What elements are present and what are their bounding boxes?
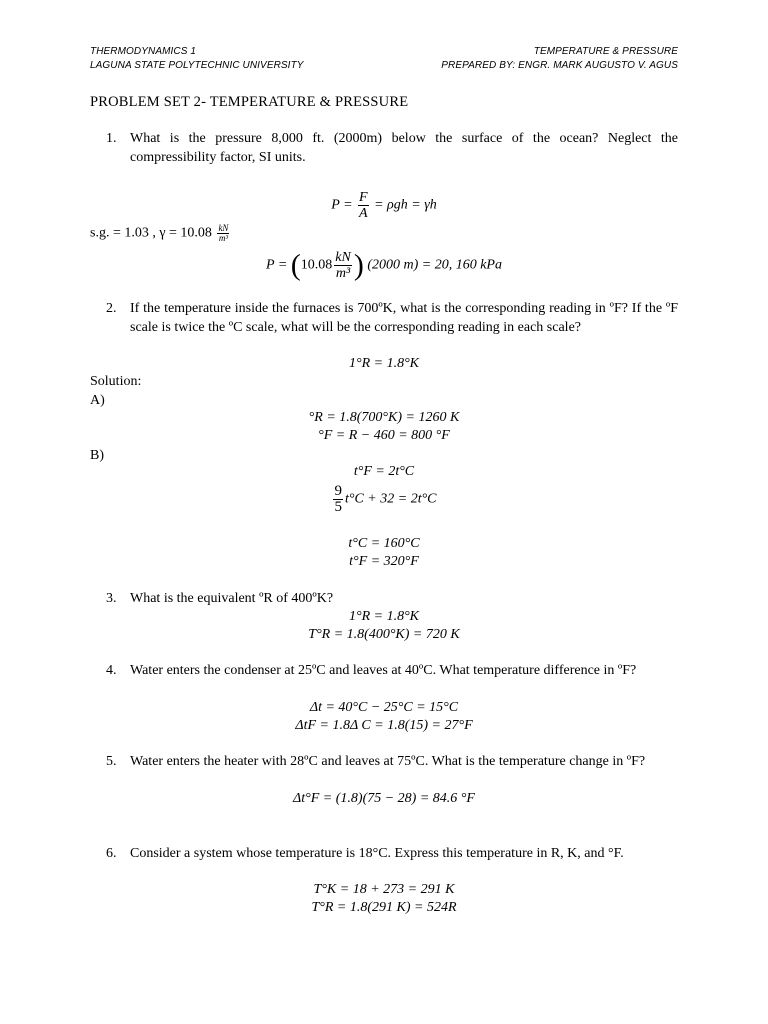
problem-set-title: PROBLEM SET 2- TEMPERATURE & PRESSURE — [90, 94, 409, 110]
problem-4-text: Water enters the condenser at 25ºC and leaves at 40ºC. What temperature difference in ºF? — [130, 663, 637, 678]
header-left — [90, 45, 304, 73]
part-a-label: A) — [90, 393, 105, 408]
part-b-eq-1: t°F = 2t°C — [353, 464, 415, 479]
solution-label: Solution: — [90, 374, 142, 389]
unit-fraction: $\frac{kN}{\text{m³}}$ — [335, 250, 351, 281]
problem-2-relation: 1°R = 1.8°K — [348, 356, 420, 371]
unit-fraction: $\frac{kN}{\text{m³}}$ — [218, 223, 229, 243]
part-b-eq-4: t°F = 320°F — [349, 554, 419, 569]
problem-1-number: 1. — [106, 131, 117, 146]
problem-2-number: 2. — [106, 301, 117, 316]
problem-3-text: What is the equivalent ºR of 400ºK? — [130, 591, 334, 606]
problem-4-eq-2: ΔtF = 1.8Δ C = 1.8(15) = 27°F — [295, 718, 473, 733]
header-right — [441, 45, 678, 73]
problem-5-number: 5. — [106, 754, 117, 769]
part-b-eq-3: t°C = 160°C — [348, 536, 420, 551]
problem-1-equation-2: P = (10.08 $\frac{kN}{\text{m³}}$ ) (2000 m) = 20, 160 kPa — [266, 248, 502, 282]
problem-3-number: 3. — [106, 591, 117, 606]
part-a-eq-1: °R = 1.8(700°K) = 1260 K — [308, 410, 460, 425]
problem-5-text: Water enters the heater with 28ºC and leaves at 75ºC. What is the temperature change in ºF? — [130, 754, 646, 769]
fraction-9-5: $\frac{9}{5}$ — [334, 483, 342, 515]
fraction: $\frac{F}{A}$ — [359, 190, 368, 221]
part-b-eq-2: $\frac{9}{5}$ t°C + 32 = 2t°C — [334, 483, 437, 515]
problem-6-number: 6. — [106, 846, 117, 861]
problem-1-given: s.g. = 1.03 , γ = 10.08 $\frac{kN}{\text{m³}}$ — [90, 223, 229, 243]
problem-5-eq-1: Δt°F = (1.8)(75 − 28) = 84.6 °F — [293, 791, 475, 806]
course-title: THERMODYNAMICS 1 — [90, 46, 197, 57]
part-a-eq-2: °F = R − 460 = 800 °F — [318, 428, 450, 443]
eq-lhs: P = — [331, 197, 353, 213]
problem-1-text: What is the pressure 8,000 ft. (2000m) below the surface of the ocean? Neglect the compressibility factor, SI units. — [130, 131, 678, 165]
university-name: LAGUNA STATE POLYTECHNIC UNIVERSITY — [90, 60, 304, 71]
topic-title: TEMPERATURE & PRESSURE — [533, 46, 678, 57]
problem-2-text: If the temperature inside the furnaces is 700ºK, what is the corresponding reading in ºF? If the ºF scale is twice the ºC scale, what will be the corresponding reading in each scale? — [130, 301, 678, 335]
problem-4-eq-1: Δt = 40°C − 25°C = 15°C — [309, 700, 459, 715]
problem-1-equation-1 — [90, 190, 678, 221]
part-b-label: B) — [90, 448, 104, 463]
author-line: PREPARED BY: ENGR. MARK AUGUSTO V. AGUS — [441, 60, 678, 71]
problem-6-eq-1: T°K = 18 + 273 = 291 K — [313, 882, 455, 897]
eq-rhs: = ρgh = γh — [374, 197, 437, 213]
problem-4-number: 4. — [106, 663, 117, 678]
problem-6-eq-2: T°R = 1.8(291 K) = 524R — [311, 900, 457, 915]
problem-3-eq-1: 1°R = 1.8°K — [348, 609, 420, 624]
problem-3-eq-2: T°R = 1.8(400°K) = 720 K — [308, 627, 460, 642]
problem-6-text: Consider a system whose temperature is 18°C. Express this temperature in R, K, and °F. — [130, 846, 624, 861]
